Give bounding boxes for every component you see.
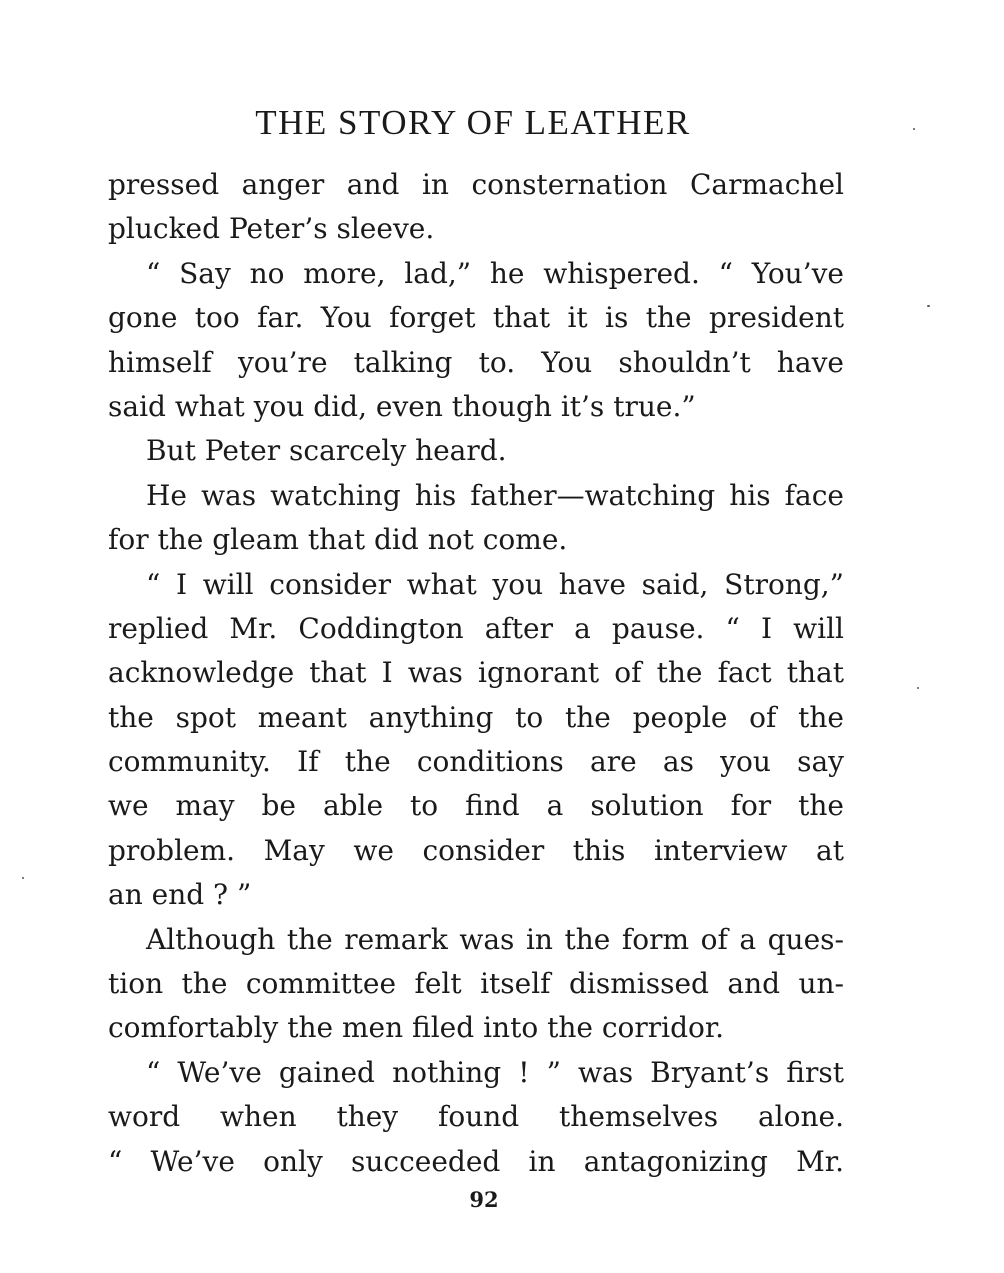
text-line: “ I will consider what you have said, Strong,”: [146, 567, 844, 601]
text-line: the spot meant anything to the people of the: [108, 700, 844, 734]
text-line: problem. May we consider this interview at: [108, 833, 844, 867]
body-text: [108, 163, 844, 1184]
text-line: word when they found themselves alone.: [108, 1100, 844, 1134]
text-line: But Peter scarcely heard.: [146, 434, 507, 468]
running-title: THE STORY OF LEATHER: [255, 103, 691, 142]
text-line: we may be able to find a solution for the: [108, 789, 844, 823]
scan-speck: [917, 687, 919, 689]
text-line: for the gleam that did not come.: [108, 523, 568, 557]
scan-speck: [927, 305, 930, 307]
text-line: “ We’ve gained nothing ! ” was Bryant’s first: [146, 1055, 844, 1089]
text-line: plucked Peter’s sleeve.: [108, 212, 435, 246]
text-line: comfortably the men filed into the corridor.: [108, 1011, 725, 1045]
scan-speck: [913, 128, 915, 130]
text-line: gone too far. You forget that it is the president: [108, 301, 844, 335]
text-line: replied Mr. Coddington after a pause. “ I will: [108, 611, 844, 645]
text-line: acknowledge that I was ignorant of the fact that: [108, 656, 844, 690]
text-line: community. If the conditions are as you say: [108, 745, 844, 779]
scan-speck: [22, 877, 24, 879]
text-line: “ We’ve only succeeded in antagonizing Mr.: [108, 1144, 844, 1178]
text-line: “ Say no more, lad,” he whispered. “ You’ve: [146, 256, 844, 290]
page-number: 92: [469, 1187, 499, 1212]
text-line: He was watching his father—watching his face: [146, 478, 844, 512]
text-line: an end ? ”: [108, 878, 252, 912]
text-line: himself you’re talking to. You shouldn’t have: [108, 345, 844, 379]
text-line: said what you did, even though it’s true.”: [108, 389, 696, 423]
text-line: tion the committee felt itself dismissed and un-: [108, 967, 844, 1001]
text-line: Although the remark was in the form of a ques-: [146, 922, 844, 956]
text-line: pressed anger and in consternation Carmachel: [108, 168, 844, 201]
